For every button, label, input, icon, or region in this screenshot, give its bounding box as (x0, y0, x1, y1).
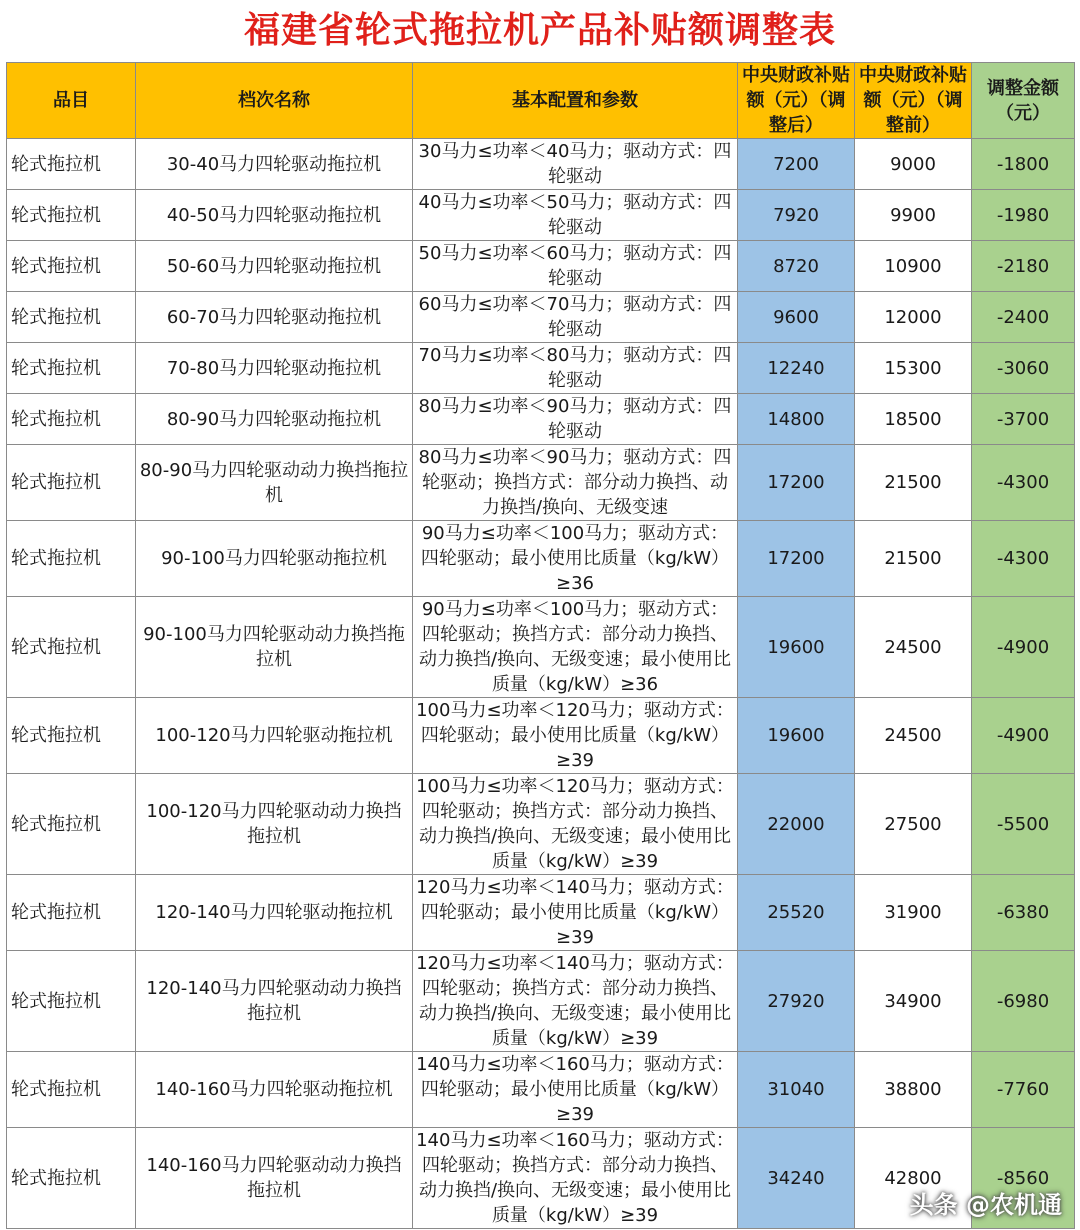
cell-diff: -7760 (972, 1052, 1075, 1128)
cell-after: 9600 (738, 292, 855, 343)
cell-after: 7200 (738, 139, 855, 190)
cell-config: 30马力≤功率＜40马力；驱动方式：四轮驱动 (413, 139, 738, 190)
cell-category: 轮式拖拉机 (7, 343, 136, 394)
table-row (7, 1052, 1075, 1128)
cell-config: 140马力≤功率＜160马力；驱动方式：四轮驱动；最小使用比质量（kg/kW）≥39 (413, 1052, 738, 1128)
cell-after: 19600 (738, 597, 855, 698)
watermark-text: 头条 @农机通 (909, 1191, 1062, 1219)
cell-grade: 40-50马力四轮驱动拖拉机 (136, 190, 413, 241)
table-row (7, 951, 1075, 1052)
cell-after: 8720 (738, 241, 855, 292)
cell-grade: 100-120马力四轮驱动动力换挡拖拉机 (136, 774, 413, 875)
cell-category: 轮式拖拉机 (7, 875, 136, 951)
cell-grade: 50-60马力四轮驱动拖拉机 (136, 241, 413, 292)
cell-category: 轮式拖拉机 (7, 445, 136, 521)
cell-config: 70马力≤功率＜80马力；驱动方式：四轮驱动 (413, 343, 738, 394)
header-grade: 档次名称 (136, 63, 413, 139)
table-row (7, 343, 1075, 394)
cell-diff: -4300 (972, 521, 1075, 597)
subsidy-table (6, 62, 1075, 1229)
cell-diff: -6980 (972, 951, 1075, 1052)
table-row (7, 139, 1075, 190)
cell-before: 31900 (855, 875, 972, 951)
header-before: 中央财政补贴额（元）（调整前） (855, 63, 972, 139)
cell-category: 轮式拖拉机 (7, 951, 136, 1052)
cell-before: 38800 (855, 1052, 972, 1128)
cell-category: 轮式拖拉机 (7, 241, 136, 292)
cell-config: 60马力≤功率＜70马力；驱动方式：四轮驱动 (413, 292, 738, 343)
cell-grade: 100-120马力四轮驱动拖拉机 (136, 698, 413, 774)
cell-before: 9900 (855, 190, 972, 241)
cell-before: 10900 (855, 241, 972, 292)
cell-diff: -3700 (972, 394, 1075, 445)
cell-config: 50马力≤功率＜60马力；驱动方式：四轮驱动 (413, 241, 738, 292)
cell-grade: 80-90马力四轮驱动动力换挡拖拉机 (136, 445, 413, 521)
header-config: 基本配置和参数 (413, 63, 738, 139)
cell-before: 24500 (855, 597, 972, 698)
cell-category: 轮式拖拉机 (7, 1128, 136, 1229)
table-row (7, 241, 1075, 292)
cell-config: 90马力≤功率＜100马力；驱动方式：四轮驱动；换挡方式：部分动力换挡、动力换挡/换向、无级变速；最小使用比质量（kg/kW）≥36 (413, 597, 738, 698)
cell-diff: -8560 (972, 1128, 1075, 1229)
cell-before: 24500 (855, 698, 972, 774)
cell-after: 19600 (738, 698, 855, 774)
cell-category: 轮式拖拉机 (7, 394, 136, 445)
cell-config: 120马力≤功率＜140马力；驱动方式：四轮驱动；最小使用比质量（kg/kW）≥39 (413, 875, 738, 951)
cell-after: 31040 (738, 1052, 855, 1128)
cell-category: 轮式拖拉机 (7, 1052, 136, 1128)
cell-category: 轮式拖拉机 (7, 521, 136, 597)
cell-config: 100马力≤功率＜120马力；驱动方式：四轮驱动；最小使用比质量（kg/kW）≥39 (413, 698, 738, 774)
cell-before: 21500 (855, 445, 972, 521)
table-row (7, 445, 1075, 521)
header-category: 品目 (7, 63, 136, 139)
cell-after: 14800 (738, 394, 855, 445)
header-diff: 调整金额（元） (972, 63, 1075, 139)
cell-before: 34900 (855, 951, 972, 1052)
cell-grade: 140-160马力四轮驱动动力换挡拖拉机 (136, 1128, 413, 1229)
cell-config: 40马力≤功率＜50马力；驱动方式：四轮驱动 (413, 190, 738, 241)
cell-config: 120马力≤功率＜140马力；驱动方式：四轮驱动；换挡方式：部分动力换挡、动力换挡/换向、无级变速；最小使用比质量（kg/kW）≥39 (413, 951, 738, 1052)
cell-diff: -4300 (972, 445, 1075, 521)
cell-diff: -2400 (972, 292, 1075, 343)
cell-grade: 60-70马力四轮驱动拖拉机 (136, 292, 413, 343)
cell-before: 12000 (855, 292, 972, 343)
cell-config: 80马力≤功率＜90马力；驱动方式：四轮驱动 (413, 394, 738, 445)
cell-diff: -4900 (972, 698, 1075, 774)
cell-category: 轮式拖拉机 (7, 190, 136, 241)
cell-grade: 120-140马力四轮驱动拖拉机 (136, 875, 413, 951)
cell-diff: -6380 (972, 875, 1075, 951)
cell-after: 22000 (738, 774, 855, 875)
table-header-row (7, 63, 1075, 139)
cell-diff: -3060 (972, 343, 1075, 394)
cell-before: 18500 (855, 394, 972, 445)
cell-after: 17200 (738, 521, 855, 597)
table-body (7, 139, 1075, 1229)
table-row (7, 292, 1075, 343)
cell-category: 轮式拖拉机 (7, 292, 136, 343)
table-row (7, 394, 1075, 445)
cell-diff: -5500 (972, 774, 1075, 875)
cell-grade: 70-80马力四轮驱动拖拉机 (136, 343, 413, 394)
cell-before: 27500 (855, 774, 972, 875)
cell-grade: 80-90马力四轮驱动拖拉机 (136, 394, 413, 445)
cell-before: 15300 (855, 343, 972, 394)
table-row (7, 521, 1075, 597)
table-row (7, 597, 1075, 698)
cell-grade: 90-100马力四轮驱动动力换挡拖拉机 (136, 597, 413, 698)
table-row (7, 190, 1075, 241)
cell-diff: -4900 (972, 597, 1075, 698)
cell-after: 27920 (738, 951, 855, 1052)
cell-grade: 140-160马力四轮驱动拖拉机 (136, 1052, 413, 1128)
cell-after: 34240 (738, 1128, 855, 1229)
cell-category: 轮式拖拉机 (7, 139, 136, 190)
cell-category: 轮式拖拉机 (7, 774, 136, 875)
cell-grade: 90-100马力四轮驱动拖拉机 (136, 521, 413, 597)
cell-before: 42800 (855, 1128, 972, 1229)
cell-grade: 120-140马力四轮驱动动力换挡拖拉机 (136, 951, 413, 1052)
header-after: 中央财政补贴额（元）（调整后） (738, 63, 855, 139)
cell-diff: -1800 (972, 139, 1075, 190)
cell-category: 轮式拖拉机 (7, 597, 136, 698)
cell-after: 17200 (738, 445, 855, 521)
cell-after: 12240 (738, 343, 855, 394)
cell-grade: 30-40马力四轮驱动拖拉机 (136, 139, 413, 190)
table-row (7, 698, 1075, 774)
table-row (7, 774, 1075, 875)
cell-diff: -2180 (972, 241, 1075, 292)
table-row (7, 875, 1075, 951)
cell-config: 80马力≤功率＜90马力；驱动方式：四轮驱动；换挡方式：部分动力换挡、动力换挡/换向、无级变速 (413, 445, 738, 521)
cell-before: 21500 (855, 521, 972, 597)
cell-config: 100马力≤功率＜120马力；驱动方式：四轮驱动；换挡方式：部分动力换挡、动力换挡/换向、无级变速；最小使用比质量（kg/kW）≥39 (413, 774, 738, 875)
page-title: 福建省轮式拖拉机产品补贴额调整表 (243, 10, 836, 51)
cell-config: 140马力≤功率＜160马力；驱动方式：四轮驱动；换挡方式：部分动力换挡、动力换挡/换向、无级变速；最小使用比质量（kg/kW）≥39 (413, 1128, 738, 1229)
cell-diff: -1980 (972, 190, 1075, 241)
cell-category: 轮式拖拉机 (7, 698, 136, 774)
cell-before: 9000 (855, 139, 972, 190)
cell-after: 25520 (738, 875, 855, 951)
cell-config: 90马力≤功率＜100马力；驱动方式：四轮驱动；最小使用比质量（kg/kW）≥36 (413, 521, 738, 597)
cell-after: 7920 (738, 190, 855, 241)
